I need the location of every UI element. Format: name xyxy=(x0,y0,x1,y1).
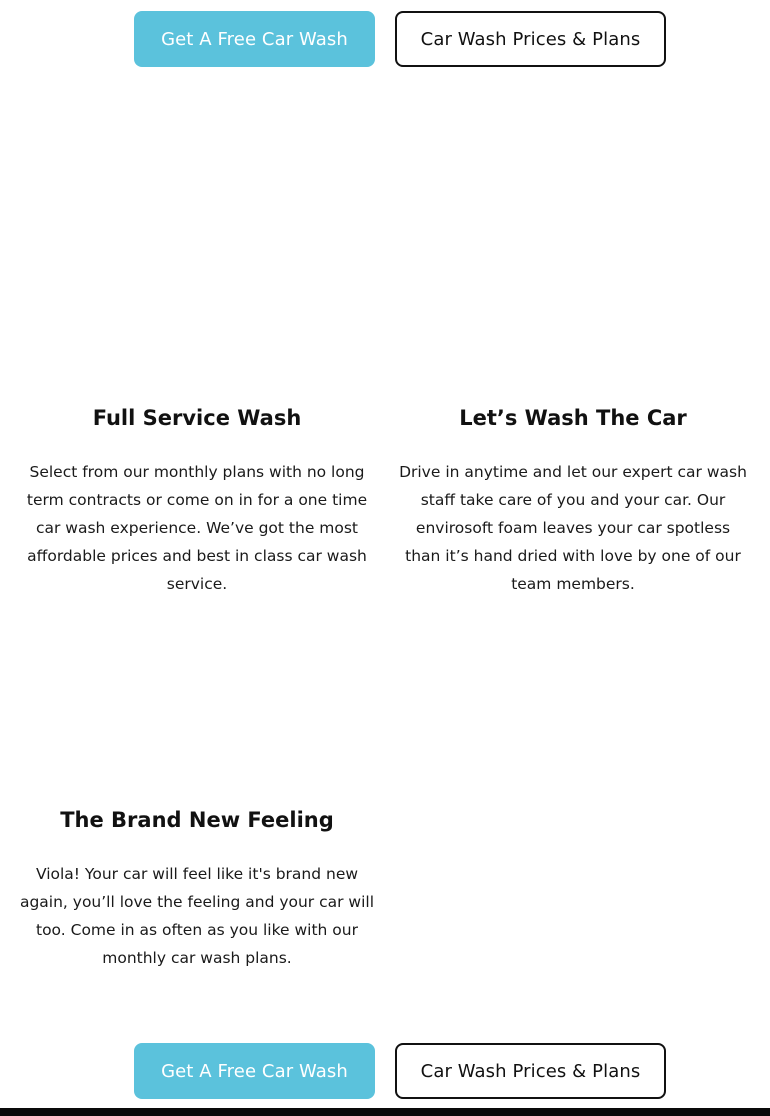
bottom-cta-row xyxy=(0,1043,770,1099)
car-wash-prices-plans-button[interactable]: Car Wash Prices & Plans xyxy=(395,1043,666,1099)
feature-lets-wash-the-car xyxy=(397,404,749,604)
feature-brand-new-feeling xyxy=(18,806,376,986)
footer-bar xyxy=(0,1108,770,1116)
feature-title: Let’s Wash The Car xyxy=(459,406,687,430)
car-wash-prices-plans-button[interactable]: Car Wash Prices & Plans xyxy=(395,11,666,67)
feature-title: Full Service Wash xyxy=(92,406,302,430)
feature-title: The Brand New Feeling xyxy=(60,808,334,832)
feature-full-service-wash xyxy=(22,404,372,604)
get-free-car-wash-button[interactable]: Get A Free Car Wash xyxy=(134,1043,375,1099)
get-free-car-wash-button[interactable]: Get A Free Car Wash xyxy=(134,11,375,67)
top-cta-row xyxy=(0,11,770,67)
feature-description: Drive in anytime and let our expert car wash staff take care of you and your car. Our envirosoft foam leaves your car spotless than it’s hand dried with love by one of our team members. xyxy=(399,463,747,593)
feature-description: Select from our monthly plans with no long term contracts or come on in for a one time car wash experience. We’ve got the most affordable prices and best in class car wash service. xyxy=(26,463,368,593)
feature-description: Viola! Your car will feel like it's brand new again, you’ll love the feeling and your car will too. Come in as often as you like with our monthly car wash plans. xyxy=(19,865,375,967)
